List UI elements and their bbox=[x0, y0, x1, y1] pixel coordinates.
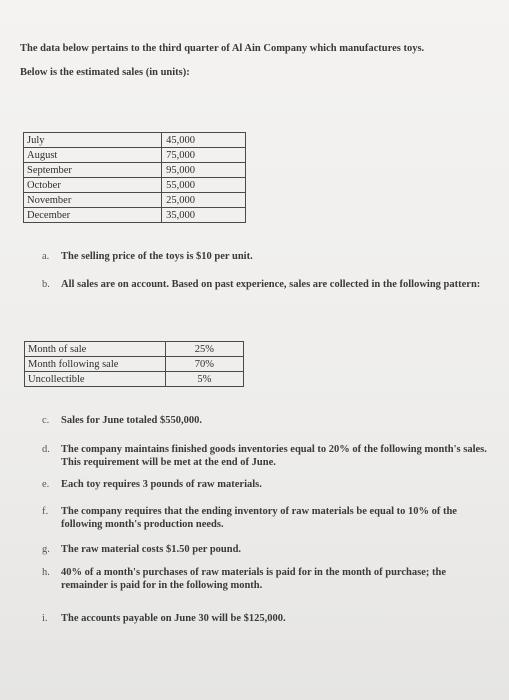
intro-line-1: The data below pertains to the third quarter of Al Ain Company which manufactures toys. bbox=[20, 43, 425, 54]
item-letter: c. bbox=[42, 415, 50, 426]
item-letter: i. bbox=[42, 613, 48, 624]
item-text: The raw material costs $1.50 per pound. bbox=[61, 544, 242, 555]
item-letter: e. bbox=[42, 479, 50, 490]
table-row bbox=[25, 357, 244, 372]
table-row bbox=[24, 208, 246, 223]
item-letter: a. bbox=[42, 251, 50, 262]
percent-cell: 25% bbox=[165, 342, 243, 357]
item-text: The accounts payable on June 30 will be $125,000. bbox=[61, 613, 286, 624]
units-cell: 45,000 bbox=[162, 133, 246, 148]
period-cell: Month of sale bbox=[25, 342, 166, 357]
item-letter: g. bbox=[42, 544, 50, 555]
units-cell: 35,000 bbox=[162, 208, 246, 223]
month-cell: December bbox=[24, 208, 162, 223]
item-text: Sales for June totaled $550,000. bbox=[61, 415, 202, 426]
item-letter: b. bbox=[42, 279, 50, 290]
month-cell: August bbox=[24, 148, 162, 163]
month-cell: July bbox=[24, 133, 162, 148]
table-row bbox=[25, 342, 244, 357]
units-cell: 95,000 bbox=[162, 163, 246, 178]
table-row bbox=[24, 163, 246, 178]
units-cell: 25,000 bbox=[162, 193, 246, 208]
item-text: All sales are on account. Based on past experience, sales are collected in the following pattern: bbox=[61, 279, 481, 290]
collection-pattern-table bbox=[24, 341, 244, 387]
table-row bbox=[24, 133, 246, 148]
item-letter: h. bbox=[42, 567, 50, 578]
intro-line-2: Below is the estimated sales (in units): bbox=[20, 67, 190, 78]
item-letter: d. bbox=[42, 444, 50, 455]
table-row bbox=[24, 178, 246, 193]
item-text: The company requires that the ending inventory of raw materials be equal to 10% of the following month's production needs. bbox=[61, 506, 457, 530]
table-row bbox=[24, 193, 246, 208]
item-text: 40% of a month's purchases of raw materials is paid for in the month of purchase; the remainder is paid for in the following month. bbox=[61, 567, 447, 591]
item-text: The company maintains finished goods inventories equal to 20% of the following month's sales. This requirement will be met at the end of June. bbox=[61, 444, 487, 468]
sales-table bbox=[23, 132, 246, 223]
percent-cell: 70% bbox=[165, 357, 243, 372]
item-letter: f. bbox=[42, 506, 49, 517]
units-cell: 55,000 bbox=[162, 178, 246, 193]
month-cell: September bbox=[24, 163, 162, 178]
units-cell: 75,000 bbox=[162, 148, 246, 163]
period-cell: Month following sale bbox=[25, 357, 166, 372]
period-cell: Uncollectible bbox=[25, 372, 166, 387]
intro-text bbox=[20, 42, 490, 80]
item-text: Each toy requires 3 pounds of raw materials. bbox=[61, 479, 262, 490]
month-cell: October bbox=[24, 178, 162, 193]
month-cell: November bbox=[24, 193, 162, 208]
item-text: The selling price of the toys is $10 per unit. bbox=[61, 251, 253, 262]
table-row bbox=[24, 148, 246, 163]
table-row bbox=[25, 372, 244, 387]
percent-cell: 5% bbox=[165, 372, 243, 387]
